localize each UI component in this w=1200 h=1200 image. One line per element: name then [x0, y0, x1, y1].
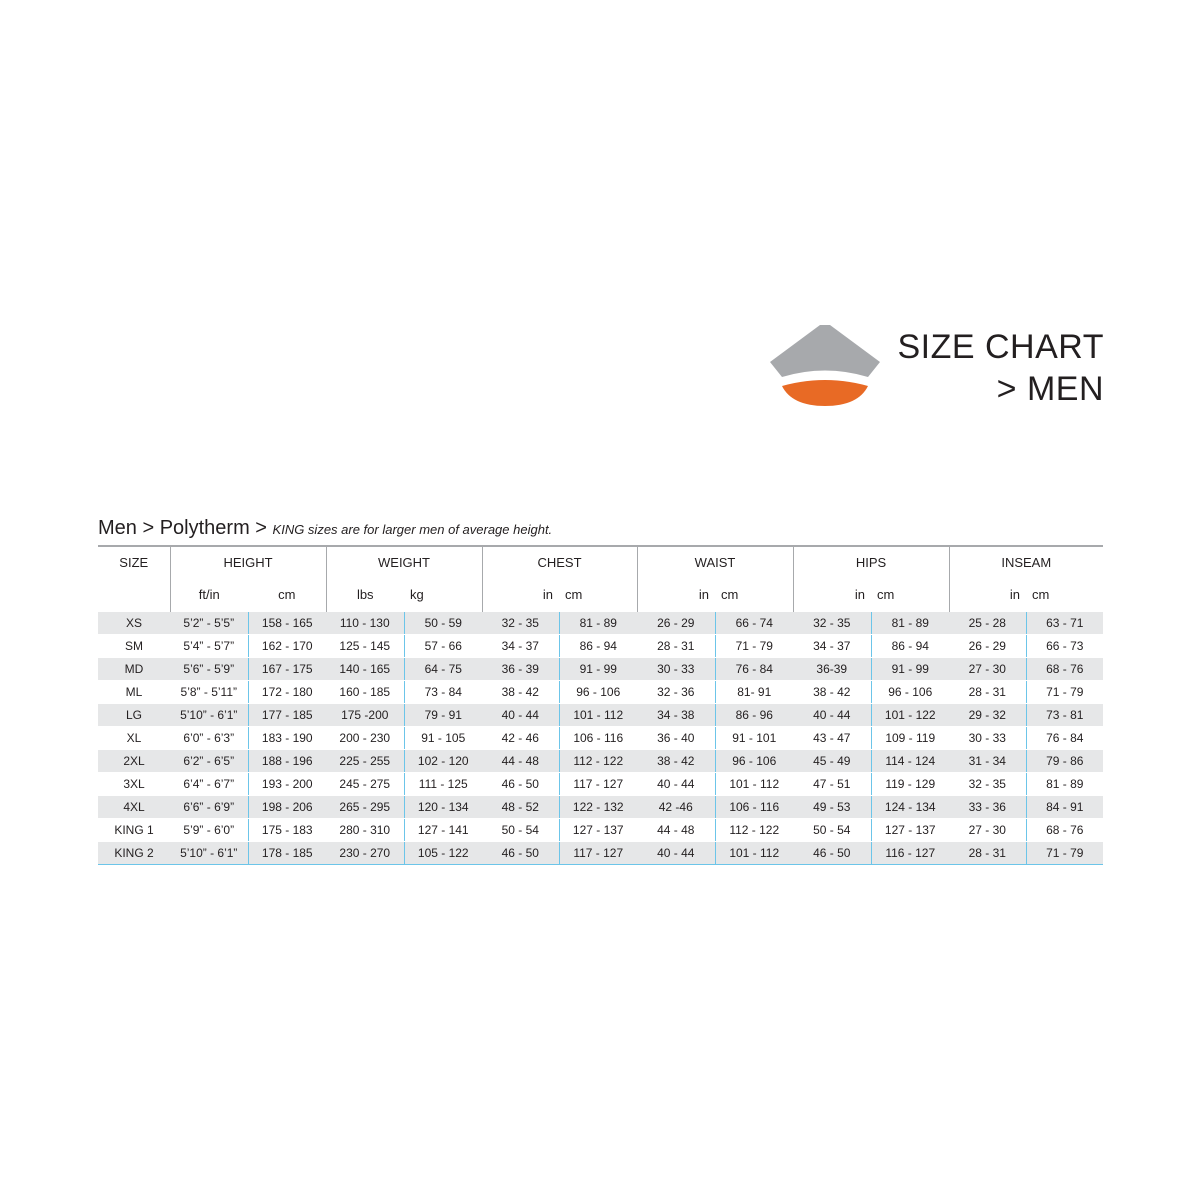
cell-waist-cm: 101 - 112 — [715, 842, 793, 865]
cell-chest-in: 34 - 37 — [482, 635, 559, 658]
cell-chest-in: 42 - 46 — [482, 727, 559, 750]
cell-inseam-cm: 71 - 79 — [1026, 681, 1103, 704]
cell-weight-kg: 73 - 84 — [404, 681, 482, 704]
cell-height-ftin: 6’2” - 6’5” — [170, 750, 248, 773]
cell-height-cm: 178 - 185 — [248, 842, 326, 865]
cell-chest-cm: 117 - 127 — [559, 773, 637, 796]
cell-inseam-in: 31 - 34 — [949, 750, 1026, 773]
cell-weight-kg: 57 - 66 — [404, 635, 482, 658]
header-inseam: INSEAM — [949, 546, 1103, 577]
cell-waist-cm: 76 - 84 — [715, 658, 793, 681]
unit-height-ftin: ft/in — [170, 577, 248, 612]
wetsuit-logo-icon — [770, 322, 880, 412]
cell-height-cm: 177 - 185 — [248, 704, 326, 727]
cell-height-ftin: 5’8” - 5’11” — [170, 681, 248, 704]
unit-waist-in: in — [637, 577, 715, 612]
cell-hips-cm: 114 - 124 — [871, 750, 949, 773]
cell-weight-lbs: 110 - 130 — [326, 612, 404, 635]
cell-hips-in: 36-39 — [793, 658, 871, 681]
cell-size: XS — [98, 612, 170, 635]
cell-hips-cm: 101 - 122 — [871, 704, 949, 727]
cell-size: 3XL — [98, 773, 170, 796]
cell-chest-cm: 101 - 112 — [559, 704, 637, 727]
cell-hips-in: 38 - 42 — [793, 681, 871, 704]
cell-inseam-cm: 68 - 76 — [1026, 819, 1103, 842]
cell-hips-cm: 116 - 127 — [871, 842, 949, 865]
cell-inseam-in: 28 - 31 — [949, 681, 1026, 704]
cell-weight-kg: 50 - 59 — [404, 612, 482, 635]
cell-inseam-cm: 84 - 91 — [1026, 796, 1103, 819]
cell-weight-lbs: 280 - 310 — [326, 819, 404, 842]
cell-chest-in: 44 - 48 — [482, 750, 559, 773]
table-row — [98, 819, 1103, 842]
cell-hips-in: 32 - 35 — [793, 612, 871, 635]
cell-hips-cm: 86 - 94 — [871, 635, 949, 658]
cell-inseam-cm: 63 - 71 — [1026, 612, 1103, 635]
cell-height-cm: 167 - 175 — [248, 658, 326, 681]
cell-waist-in: 28 - 31 — [637, 635, 715, 658]
cell-waist-in: 42 -46 — [637, 796, 715, 819]
table-row — [98, 635, 1103, 658]
unit-chest-cm: cm — [565, 587, 583, 602]
cell-inseam-in: 27 - 30 — [949, 819, 1026, 842]
cell-hips-cm: 127 - 137 — [871, 819, 949, 842]
cell-chest-cm: 112 - 122 — [559, 750, 637, 773]
cell-weight-kg: 127 - 141 — [404, 819, 482, 842]
cell-waist-in: 32 - 36 — [637, 681, 715, 704]
cell-weight-lbs: 230 - 270 — [326, 842, 404, 865]
cell-height-ftin: 5’9” - 6’0” — [170, 819, 248, 842]
cell-weight-kg: 105 - 122 — [404, 842, 482, 865]
cell-weight-kg: 79 - 91 — [404, 704, 482, 727]
cell-hips-cm: 109 - 119 — [871, 727, 949, 750]
cell-waist-cm: 96 - 106 — [715, 750, 793, 773]
cell-chest-in: 36 - 39 — [482, 658, 559, 681]
unit-inseam-cm: cm — [1032, 587, 1050, 602]
cell-hips-in: 43 - 47 — [793, 727, 871, 750]
cell-height-ftin: 6’4” - 6’7” — [170, 773, 248, 796]
cell-waist-in: 38 - 42 — [637, 750, 715, 773]
cell-size: SM — [98, 635, 170, 658]
header-chest: CHEST — [482, 546, 637, 577]
cell-waist-cm: 106 - 116 — [715, 796, 793, 819]
cell-waist-cm: 81- 91 — [715, 681, 793, 704]
cell-chest-in: 46 - 50 — [482, 773, 559, 796]
cell-height-ftin: 5’6” - 5’9” — [170, 658, 248, 681]
cell-height-cm: 158 - 165 — [248, 612, 326, 635]
cell-hips-in: 45 - 49 — [793, 750, 871, 773]
title-line-size-chart: SIZE CHART — [897, 328, 1104, 366]
cell-waist-in: 30 - 33 — [637, 658, 715, 681]
cell-chest-cm: 117 - 127 — [559, 842, 637, 865]
cell-waist-in: 40 - 44 — [637, 773, 715, 796]
cell-chest-cm: 106 - 116 — [559, 727, 637, 750]
cell-height-ftin: 5’2” - 5’5” — [170, 612, 248, 635]
cell-chest-cm: 81 - 89 — [559, 612, 637, 635]
cell-inseam-in: 25 - 28 — [949, 612, 1026, 635]
cell-size: ML — [98, 681, 170, 704]
cell-waist-in: 34 - 38 — [637, 704, 715, 727]
cell-weight-lbs: 200 - 230 — [326, 727, 404, 750]
cell-chest-cm: 122 - 132 — [559, 796, 637, 819]
cell-hips-in: 46 - 50 — [793, 842, 871, 865]
cell-weight-kg: 91 - 105 — [404, 727, 482, 750]
table-row — [98, 773, 1103, 796]
cell-height-ftin: 6’6” - 6’9” — [170, 796, 248, 819]
cell-size: LG — [98, 704, 170, 727]
cell-hips-in: 40 - 44 — [793, 704, 871, 727]
cell-hips-cm: 81 - 89 — [871, 612, 949, 635]
cell-waist-cm: 71 - 79 — [715, 635, 793, 658]
header-weight: WEIGHT — [326, 546, 482, 577]
cell-weight-lbs: 265 - 295 — [326, 796, 404, 819]
unit-height-cm: cm — [278, 587, 296, 602]
cell-weight-kg: 102 - 120 — [404, 750, 482, 773]
unit-hips-cm: cm — [877, 587, 895, 602]
cell-weight-kg: 64 - 75 — [404, 658, 482, 681]
cell-size: 2XL — [98, 750, 170, 773]
king-sizes-note: KING sizes are for larger men of average height. — [272, 522, 553, 537]
cell-waist-in: 36 - 40 — [637, 727, 715, 750]
title-line-men: > MEN — [996, 370, 1104, 408]
cell-weight-lbs: 160 - 185 — [326, 681, 404, 704]
unit-weight-lbs: lbs — [326, 577, 404, 612]
cell-height-cm: 198 - 206 — [248, 796, 326, 819]
cell-waist-cm: 86 - 96 — [715, 704, 793, 727]
cell-waist-in: 44 - 48 — [637, 819, 715, 842]
cell-inseam-cm: 76 - 84 — [1026, 727, 1103, 750]
cell-hips-in: 49 - 53 — [793, 796, 871, 819]
table-row — [98, 796, 1103, 819]
cell-hips-cm: 124 - 134 — [871, 796, 949, 819]
table-row — [98, 842, 1103, 865]
unit-waist-cm: cm — [721, 587, 739, 602]
cell-waist-cm: 101 - 112 — [715, 773, 793, 796]
cell-inseam-cm: 71 - 79 — [1026, 842, 1103, 865]
cell-inseam-cm: 79 - 86 — [1026, 750, 1103, 773]
header-height: HEIGHT — [170, 546, 326, 577]
cell-inseam-in: 28 - 31 — [949, 842, 1026, 865]
cell-chest-in: 40 - 44 — [482, 704, 559, 727]
cell-weight-lbs: 175 -200 — [326, 704, 404, 727]
unit-header-row — [98, 577, 1103, 612]
cell-size: 4XL — [98, 796, 170, 819]
table-row — [98, 727, 1103, 750]
cell-height-cm: 162 - 170 — [248, 635, 326, 658]
cell-chest-cm: 86 - 94 — [559, 635, 637, 658]
cell-height-cm: 193 - 200 — [248, 773, 326, 796]
cell-hips-in: 47 - 51 — [793, 773, 871, 796]
unit-chest-in: in — [482, 577, 559, 612]
cell-weight-lbs: 140 - 165 — [326, 658, 404, 681]
cell-height-cm: 183 - 190 — [248, 727, 326, 750]
group-header-row — [98, 546, 1103, 577]
cell-height-ftin: 5’10” - 6’1” — [170, 704, 248, 727]
cell-weight-lbs: 125 - 145 — [326, 635, 404, 658]
cell-height-ftin: 5’4” - 5’7” — [170, 635, 248, 658]
cell-height-cm: 175 - 183 — [248, 819, 326, 842]
size-chart-title — [880, 326, 1104, 410]
cell-chest-cm: 96 - 106 — [559, 681, 637, 704]
size-rows — [98, 612, 1103, 865]
size-table — [98, 545, 1103, 865]
unit-size-blank — [98, 577, 170, 612]
cell-weight-kg: 120 - 134 — [404, 796, 482, 819]
cell-inseam-cm: 81 - 89 — [1026, 773, 1103, 796]
cell-height-ftin: 6’0” - 6’3” — [170, 727, 248, 750]
cell-waist-cm: 112 - 122 — [715, 819, 793, 842]
cell-size: MD — [98, 658, 170, 681]
cell-size: XL — [98, 727, 170, 750]
header-hips: HIPS — [793, 546, 949, 577]
cell-weight-kg: 111 - 125 — [404, 773, 482, 796]
cell-hips-cm: 119 - 129 — [871, 773, 949, 796]
cell-inseam-cm: 68 - 76 — [1026, 658, 1103, 681]
cell-size: KING 2 — [98, 842, 170, 865]
cell-inseam-in: 30 - 33 — [949, 727, 1026, 750]
header-size: SIZE — [98, 546, 170, 577]
table-row — [98, 704, 1103, 727]
cell-chest-in: 32 - 35 — [482, 612, 559, 635]
cell-chest-in: 50 - 54 — [482, 819, 559, 842]
table-row — [98, 658, 1103, 681]
unit-hips-in: in — [793, 577, 871, 612]
cell-chest-in: 38 - 42 — [482, 681, 559, 704]
table-row — [98, 681, 1103, 704]
cell-weight-lbs: 225 - 255 — [326, 750, 404, 773]
cell-hips-cm: 91 - 99 — [871, 658, 949, 681]
cell-inseam-cm: 66 - 73 — [1026, 635, 1103, 658]
cell-inseam-in: 29 - 32 — [949, 704, 1026, 727]
cell-inseam-in: 27 - 30 — [949, 658, 1026, 681]
cell-hips-cm: 96 - 106 — [871, 681, 949, 704]
cell-chest-in: 48 - 52 — [482, 796, 559, 819]
cell-waist-in: 40 - 44 — [637, 842, 715, 865]
cell-inseam-cm: 73 - 81 — [1026, 704, 1103, 727]
unit-weight-kg: kg — [410, 587, 424, 602]
table-row — [98, 612, 1103, 635]
breadcrumb: Men > Polytherm > — [98, 517, 273, 539]
cell-waist-cm: 91 - 101 — [715, 727, 793, 750]
cell-hips-in: 34 - 37 — [793, 635, 871, 658]
cell-waist-cm: 66 - 74 — [715, 612, 793, 635]
cell-height-cm: 172 - 180 — [248, 681, 326, 704]
cell-chest-cm: 127 - 137 — [559, 819, 637, 842]
cell-size: KING 1 — [98, 819, 170, 842]
table-heading — [98, 517, 552, 540]
table-row — [98, 750, 1103, 773]
cell-inseam-in: 26 - 29 — [949, 635, 1026, 658]
cell-inseam-in: 32 - 35 — [949, 773, 1026, 796]
unit-inseam-in: in — [949, 577, 1026, 612]
header-waist: WAIST — [637, 546, 793, 577]
cell-height-cm: 188 - 196 — [248, 750, 326, 773]
cell-hips-in: 50 - 54 — [793, 819, 871, 842]
cell-chest-cm: 91 - 99 — [559, 658, 637, 681]
cell-weight-lbs: 245 - 275 — [326, 773, 404, 796]
cell-chest-in: 46 - 50 — [482, 842, 559, 865]
cell-inseam-in: 33 - 36 — [949, 796, 1026, 819]
cell-height-ftin: 5’10” - 6’1” — [170, 842, 248, 865]
cell-waist-in: 26 - 29 — [637, 612, 715, 635]
